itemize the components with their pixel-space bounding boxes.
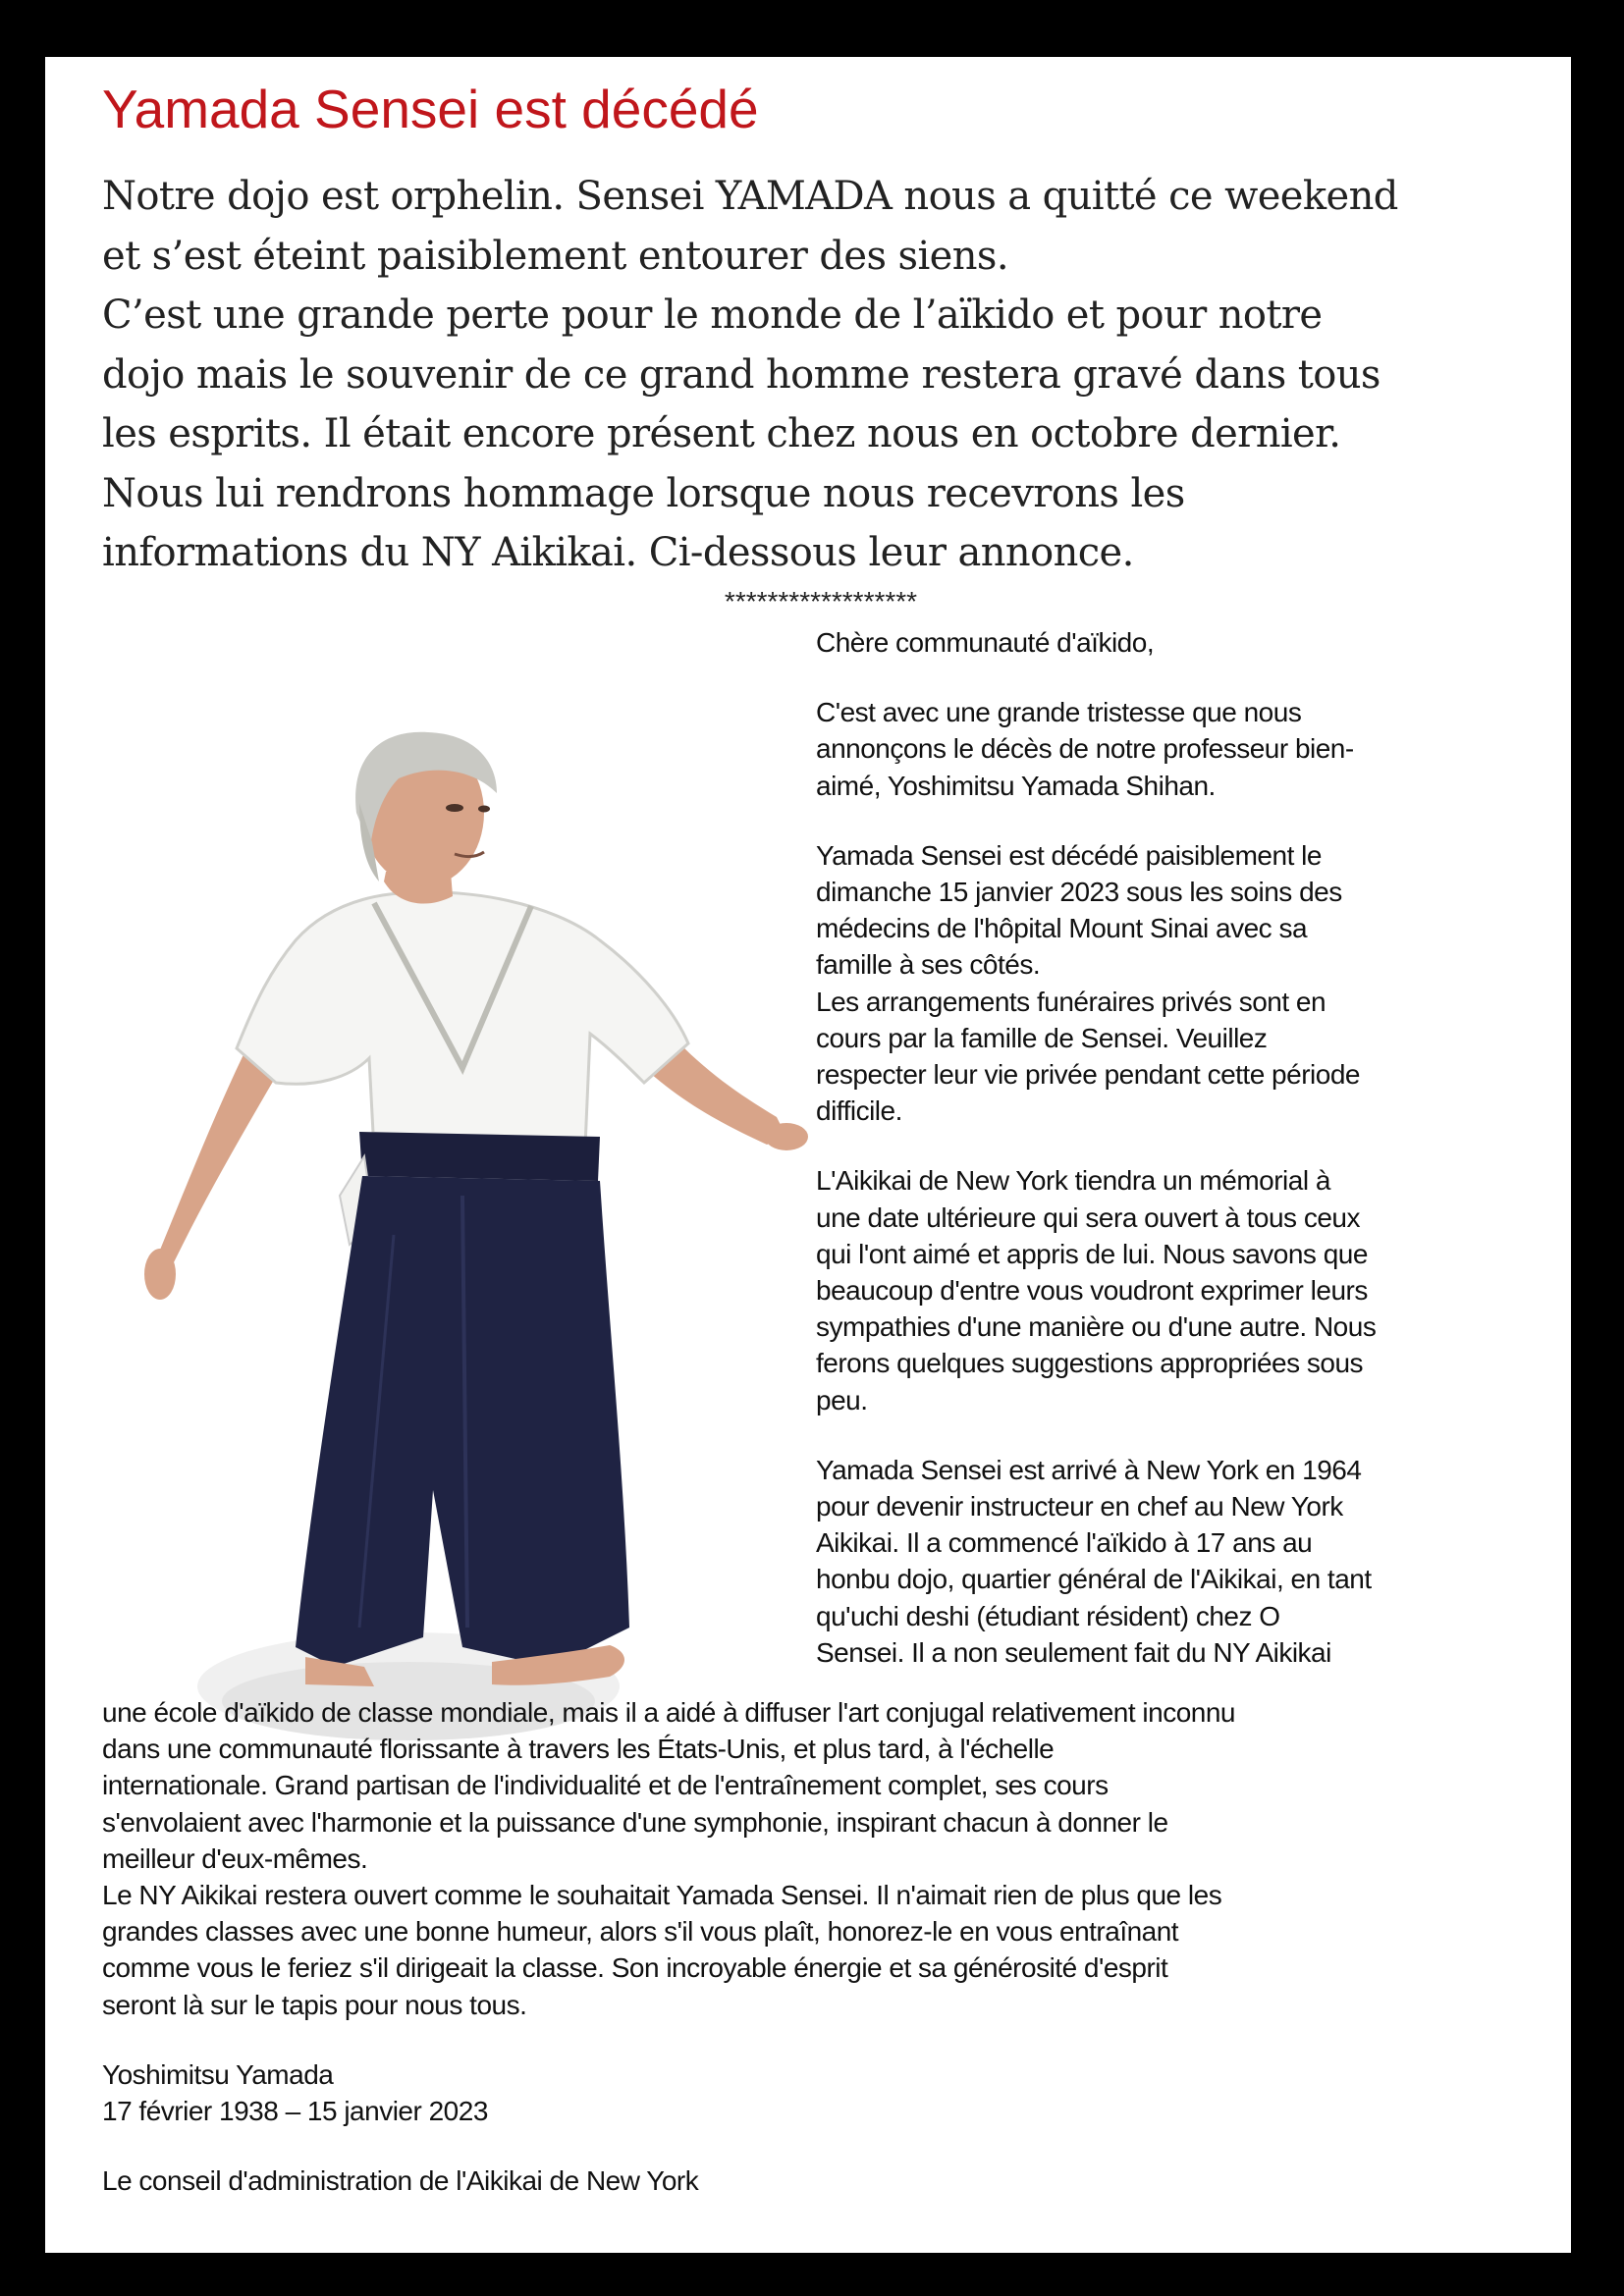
text-line: peu. <box>816 1384 868 1415</box>
text-line: respecter leur vie privée pendant cette période <box>816 1059 1360 1091</box>
intro-line: informations du NY Aikikai. Ci-dessous leur annonce. <box>102 530 1134 575</box>
text-line: dimanche 15 janvier 2023 sous les soins des <box>816 877 1342 908</box>
text-line: Chère communauté d'aïkido, <box>816 627 1155 658</box>
text-line: Aikikai. Il a commencé l'aïkido à 17 ans au <box>816 1527 1313 1559</box>
text-line: meilleur d'eux-mêmes. <box>102 1842 368 1874</box>
text-line: sympathies d'une manière ou d'une autre. Nous <box>816 1311 1377 1343</box>
text-line: Le NY Aikikai restera ouvert comme le souhaitait Yamada Sensei. Il n'aimait rien de plus que les <box>102 1880 1222 1911</box>
page-title: Yamada Sensei est décédé <box>102 79 759 139</box>
text-line: qu'uchi deshi (étudiant résident) chez O <box>816 1600 1280 1631</box>
text-line: L'Aikikai de New York tiendra un mémorial à <box>816 1165 1330 1197</box>
text-line: Yamada Sensei est arrivé à New York en 1964 <box>816 1454 1362 1485</box>
letter-greeting <box>816 624 1523 661</box>
letter-full-width <box>102 1694 1555 2199</box>
text-line: Le conseil d'administration de l'Aikikai de New York <box>102 2165 699 2197</box>
letter-right-column <box>816 624 1523 1671</box>
text-line: honbu dojo, quartier général de l'Aikikai, en tant <box>816 1564 1372 1595</box>
text-line: pour devenir instructeur en chef au New York <box>816 1491 1343 1522</box>
text-line: seront là sur le tapis pour nous tous. <box>102 1989 527 2020</box>
separator: ****************** <box>724 586 918 616</box>
text-line: s'envolaient avec l'harmonie et la puissance d'une symphonie, inspirant chacun à donner le <box>102 1806 1168 1838</box>
text-line: comme vous le feriez s'il dirigeait la classe. Son incroyable énergie et sa générosité d'esprit <box>102 1952 1168 1984</box>
text-line: beaucoup d'entre vous voudront exprimer leurs <box>816 1275 1368 1307</box>
signature-dates: 17 février 1938 – 15 janvier 2023 <box>102 2096 488 2127</box>
text-line: ferons quelques suggestions appropriées sous <box>816 1348 1364 1379</box>
text-line: difficile. <box>816 1095 902 1127</box>
text-line: internationale. Grand partisan de l'individualité et de l'entraînement complet, ses cours <box>102 1770 1109 1801</box>
text-line: Yamada Sensei est décédé paisiblement le <box>816 839 1322 871</box>
sensei-photo <box>138 646 845 1745</box>
text-line: cours par la famille de Sensei. Veuillez <box>816 1022 1268 1053</box>
text-line: une date ultérieure qui sera ouvert à tous ceux <box>816 1201 1360 1233</box>
intro-line: les esprits. Il était encore présent chez nous en octobre dernier. <box>102 411 1341 456</box>
intro-line: et s’est éteint paisiblement entourer des siens. <box>102 233 1008 279</box>
text-line: grandes classes avec une bonne humeur, alors s'il vous plaît, honorez-le en vous entraînant <box>102 1916 1179 1948</box>
text-line: médecins de l'hôpital Mount Sinai avec sa <box>816 913 1308 944</box>
letter-paragraph-4-start <box>816 1452 1523 1671</box>
text-line: une école d'aïkido de classe mondiale, mais il a aidé à diffuser l'art conjugal relativement inconnu <box>102 1697 1235 1728</box>
text-line: annonçons le décès de notre professeur bien- <box>816 733 1354 765</box>
letter-paragraph-1 <box>816 694 1523 804</box>
text-line: dans une communauté florissante à travers les États-Unis, et plus tard, à l'échelle <box>102 1734 1055 1765</box>
letter-paragraph-4-continued <box>102 1694 1555 2023</box>
text-line: C'est avec une grande tristesse que nous <box>816 697 1302 728</box>
text-line: aimé, Yoshimitsu Yamada Shihan. <box>816 770 1216 801</box>
text-line: qui l'ont aimé et appris de lui. Nous savons que <box>816 1238 1368 1269</box>
letter-paragraph-3 <box>816 1162 1523 1417</box>
intro-line: dojo mais le souvenir de ce grand homme restera gravé dans tous <box>102 351 1380 398</box>
document-page <box>45 57 1571 2253</box>
letter-paragraph-2 <box>816 837 1523 1130</box>
signature <box>102 2056 1555 2129</box>
signature-name: Yoshimitsu Yamada <box>102 2058 334 2090</box>
text-line: Sensei. Il a non seulement fait du NY Aikikai <box>816 1636 1331 1668</box>
text-line: Les arrangements funéraires privés sont en <box>816 986 1326 1017</box>
intro-line: Nous lui rendrons hommage lorsque nous recevrons les <box>102 470 1185 516</box>
board-signature <box>102 2163 1555 2199</box>
intro-line: C’est une grande perte pour le monde de l’aïkido et pour notre <box>102 293 1323 338</box>
intro-line: Notre dojo est orphelin. Sensei YAMADA nous a quitté ce weekend <box>102 174 1398 219</box>
intro-paragraph <box>102 167 1545 583</box>
text-line: famille à ses côtés. <box>816 949 1041 981</box>
